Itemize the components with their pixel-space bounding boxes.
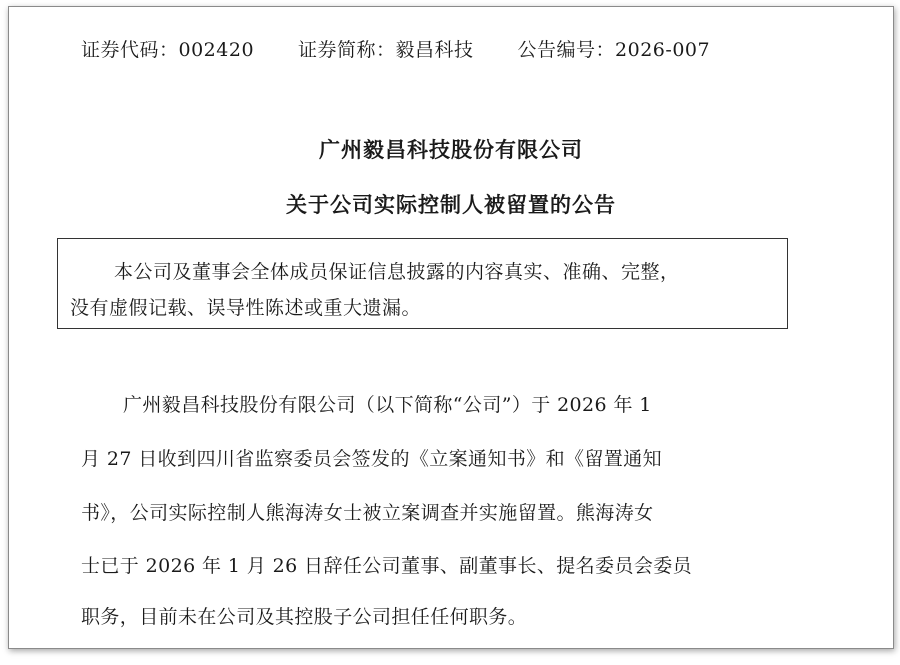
body-paragraph-line: 广州毅昌科技股份有限公司（以下简称“公司”）于 2026 年 1 [123, 394, 652, 416]
stock-code: 证券代码：002420 [81, 39, 255, 61]
body-paragraph-line: 职务，目前未在公司及其控股子公司担任任何职务。 [81, 606, 528, 628]
company-title: 广州毅昌科技股份有限公司 [319, 138, 583, 162]
notice-line: 没有虚假记载、误导性陈述或重大遗漏。 [70, 297, 422, 319]
body-paragraph-line: 士已于 2026 年 1 月 26 日辞任公司董事、副董事长、提名委员会委员 [81, 555, 693, 577]
announcement-number: 公告编号：2026-007 [517, 39, 711, 61]
stock-name: 证券简称：毅昌科技 [298, 39, 474, 61]
body-paragraph-line: 月 27 日收到四川省监察委员会签发的《立案通知书》和《留置通知 [81, 448, 663, 470]
body-paragraph-line: 书》，公司实际控制人熊海涛女士被立案调查并实施留置。熊海涛女 [81, 502, 654, 524]
announcement-header [81, 35, 710, 62]
disclosure-notice-box [57, 238, 788, 329]
announcement-title: 关于公司实际控制人被留置的公告 [286, 193, 616, 217]
announcement-page [8, 6, 894, 649]
notice-line: 本公司及董事会全体成员保证信息披露的内容真实、准确、完整， [114, 261, 680, 283]
